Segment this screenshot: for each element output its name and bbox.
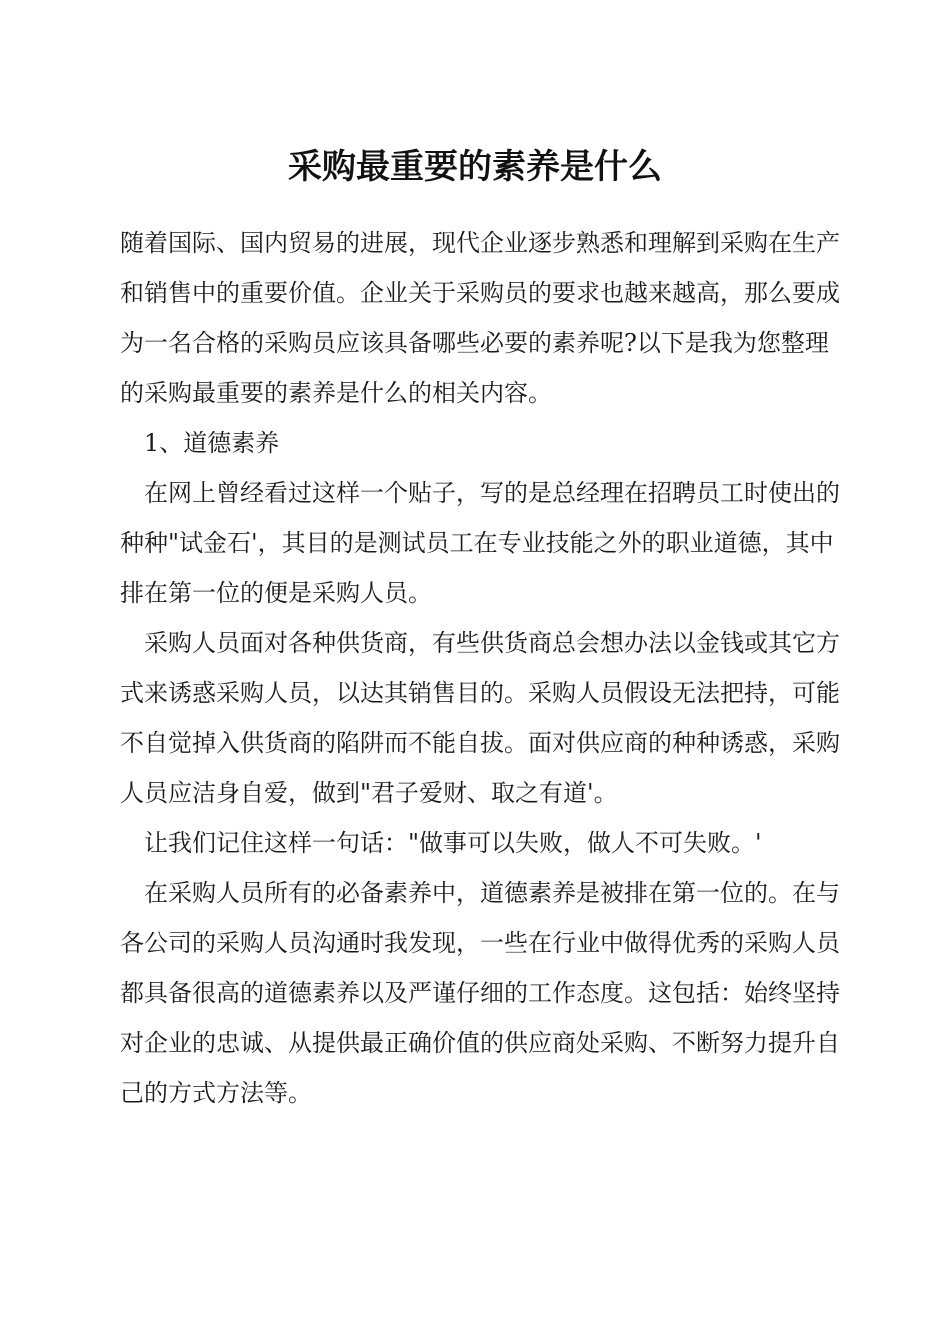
page-title: 采购最重要的素养是什么	[288, 147, 662, 187]
paragraph-moral-first: 在采购人员所有的必备素养中，道德素养是被排在第一位的。在与各公司的采购人员沟通时我发现，一些在行业中做得优秀的采购人员都具备很高的道德素养以及严谨仔细的工作态度。这包括：始终坚持对企业的忠诚、从提供最正确价值的供应商处采购、不断努力提升自己的方式方法等。	[120, 879, 840, 1107]
document-body	[120, 218, 840, 1118]
section-heading-moral: 1、道德素养	[144, 429, 280, 457]
paragraph-supplier-temptation: 采购人员面对各种供货商，有些供货商总会想办法以金钱或其它方式来诱惑采购人员，以达其销售目的。采购人员假设无法把持，可能不自觉掉入供货商的陷阱而不能自拔。面对供应商的种种诱惑，采购人员应洁身自爱，做到"君子爱财、取之有道'。	[120, 629, 840, 807]
paragraph-forum-post: 在网上曾经看过这样一个贴子，写的是总经理在招聘员工时使出的种种"试金石'，其目的是测试员工在专业技能之外的职业道德，其中排在第一位的便是采购人员。	[120, 479, 840, 607]
paragraph-quote: 让我们记住这样一句话："做事可以失败，做人不可失败。'	[144, 829, 762, 857]
paragraph-intro: 随着国际、国内贸易的进展，现代企业逐步熟悉和理解到采购在生产和销售中的重要价值。企业关于采购员的要求也越来越高，那么要成为一名合格的采购员应该具备哪些必要的素养呢?以下是我为您整理的采购最重要的素养是什么的相关内容。	[120, 229, 840, 407]
